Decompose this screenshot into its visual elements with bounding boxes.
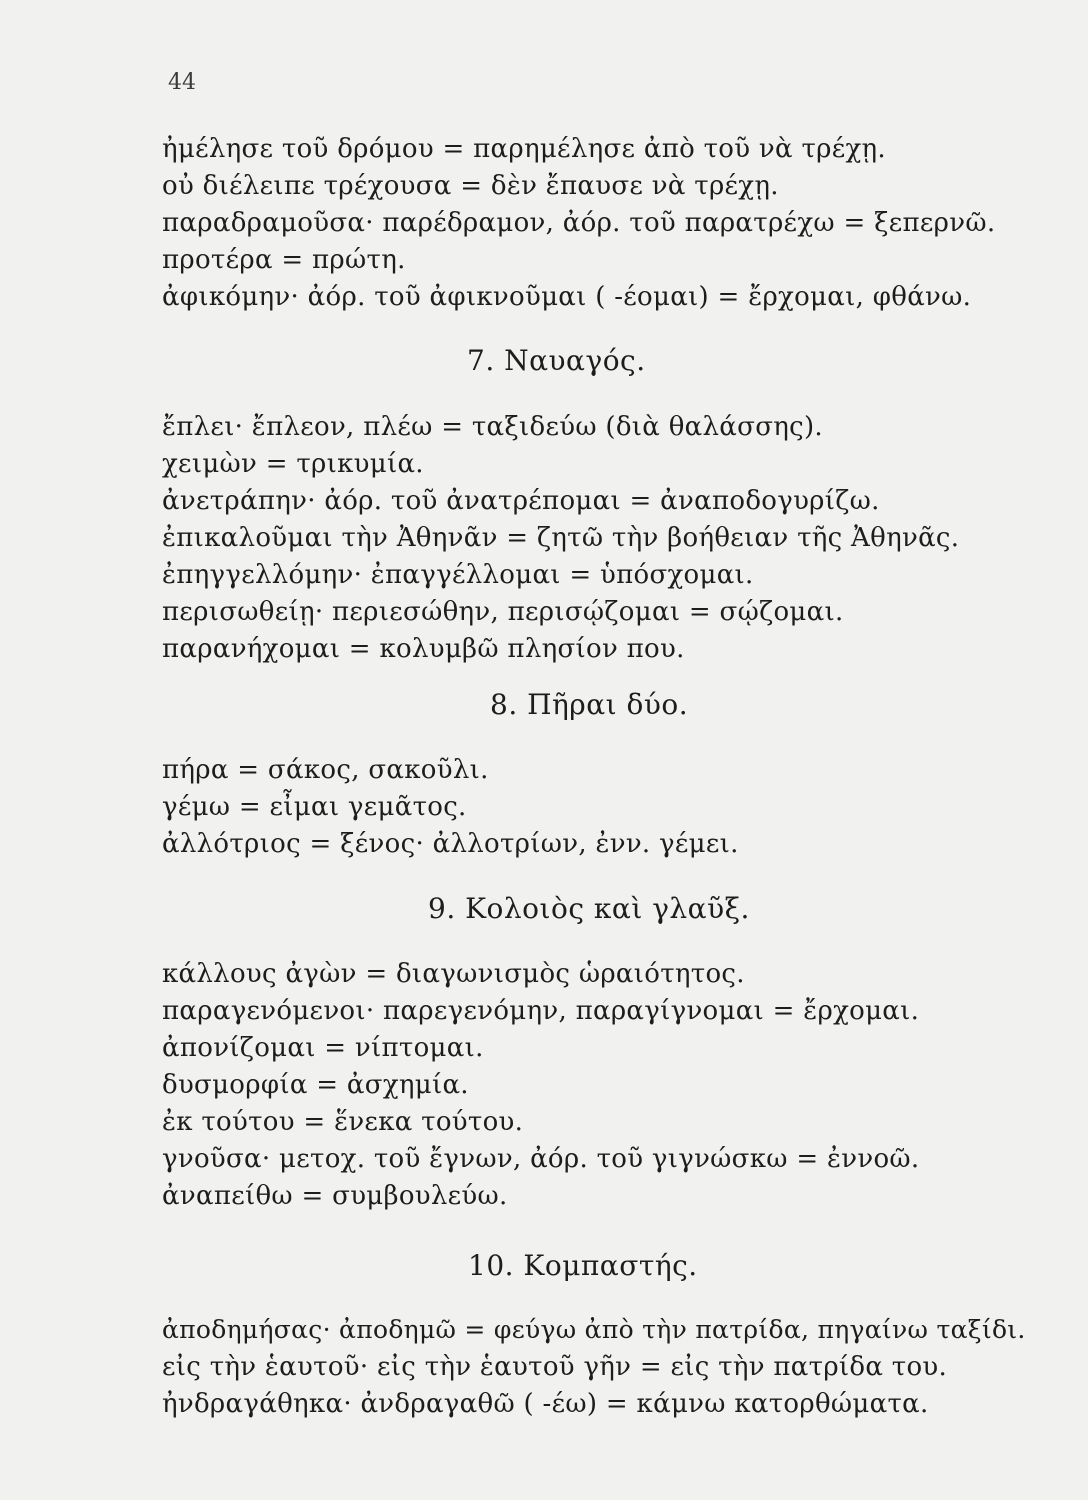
gloss-line: ἐπηγγελλόμην· ἐπαγγέλλομαι = ὑπόσχομαι. — [162, 560, 754, 590]
gloss-line: γέμω = εἶμαι γεμᾶτος. — [162, 792, 467, 822]
gloss-line: ἐπικαλοῦμαι τὴν Ἀθηνᾶν = ζητῶ τὴν βοήθειαν τῆς Ἀθηνᾶς. — [162, 523, 960, 553]
gloss-line: εἰς τὴν ἑαυτοῦ· εἰς τὴν ἑαυτοῦ γῆν = εἰς τὴν πατρίδα του. — [162, 1352, 948, 1382]
gloss-line: ἀναπείθω = συμβουλεύω. — [162, 1181, 508, 1211]
gloss-line: παραδραμοῦσα· παρέδραμον, ἀόρ. τοῦ παρατρέχω = ξεπερνῶ. — [162, 208, 996, 238]
gloss-line: ἠνδραγάθηκα· ἀνδραγαθῶ ( -έω) = κάμνω κατορθώματα. — [162, 1389, 929, 1419]
gloss-line: κάλλους ἀγὼν = διαγωνισμὸς ὡραιότητος. — [162, 959, 745, 989]
gloss-line: παρανήχομαι = κολυμβῶ πλησίον που. — [162, 634, 685, 664]
section-heading: 9. Κολοιὸς καὶ γλαῦξ. — [428, 892, 750, 925]
gloss-line: ἀνετράπην· ἀόρ. τοῦ ἀνατρέπομαι = ἀναποδογυρίζω. — [162, 486, 880, 516]
gloss-line: γνοῦσα· μετοχ. τοῦ ἔγνων, ἀόρ. τοῦ γιγνώσκω = ἐννοῶ. — [162, 1144, 920, 1174]
section-heading: 7. Ναυαγός. — [467, 344, 646, 377]
gloss-line: ἔπλει· ἔπλεον, πλέω = ταξιδεύω (διὰ θαλάσσης). — [162, 412, 823, 442]
gloss-line: παραγενόμενοι· παρεγενόμην, παραγίγνομαι = ἔρχομαι. — [162, 996, 920, 1026]
gloss-line: ἀπονίζομαι = νίπτομαι. — [162, 1033, 484, 1063]
gloss-line: προτέρα = πρώτη. — [162, 245, 406, 275]
gloss-line: ἐκ τούτου = ἕνεκα τούτου. — [162, 1107, 524, 1137]
gloss-line: περισωθείῃ· περιεσώθην, περισῴζομαι = σῴζομαι. — [162, 597, 844, 627]
section-heading: 8. Πῆραι δύο. — [490, 688, 689, 721]
gloss-line: ἀλλότριος = ξένος· ἀλλοτρίων, ἐνν. γέμει. — [162, 829, 739, 859]
gloss-line: πήρα = σάκος, σακοῦλι. — [162, 755, 489, 785]
gloss-line: ἀφικόμην· ἀόρ. τοῦ ἀφικνοῦμαι ( -έομαι) = ἔρχομαι, φθάνω. — [162, 282, 972, 312]
section-heading: 10. Κομπαστής. — [468, 1249, 698, 1282]
gloss-line: δυσμορφία = ἀσχημία. — [162, 1070, 469, 1100]
page-number: 44 — [168, 70, 196, 95]
gloss-line: ἠμέλησε τοῦ δρόμου = παρημέλησε ἀπὸ τοῦ νὰ τρέχῃ. — [162, 134, 886, 164]
gloss-line: χειμὼν = τρικυμία. — [162, 449, 424, 479]
gloss-line: οὐ διέλειπε τρέχουσα = δὲν ἔπαυσε νὰ τρέχῃ. — [162, 171, 779, 201]
gloss-line: ἀποδημήσας· ἀποδημῶ = φεύγω ἀπὸ τὴν πατρίδα, πηγαίνω ταξίδι. — [162, 1315, 1026, 1344]
